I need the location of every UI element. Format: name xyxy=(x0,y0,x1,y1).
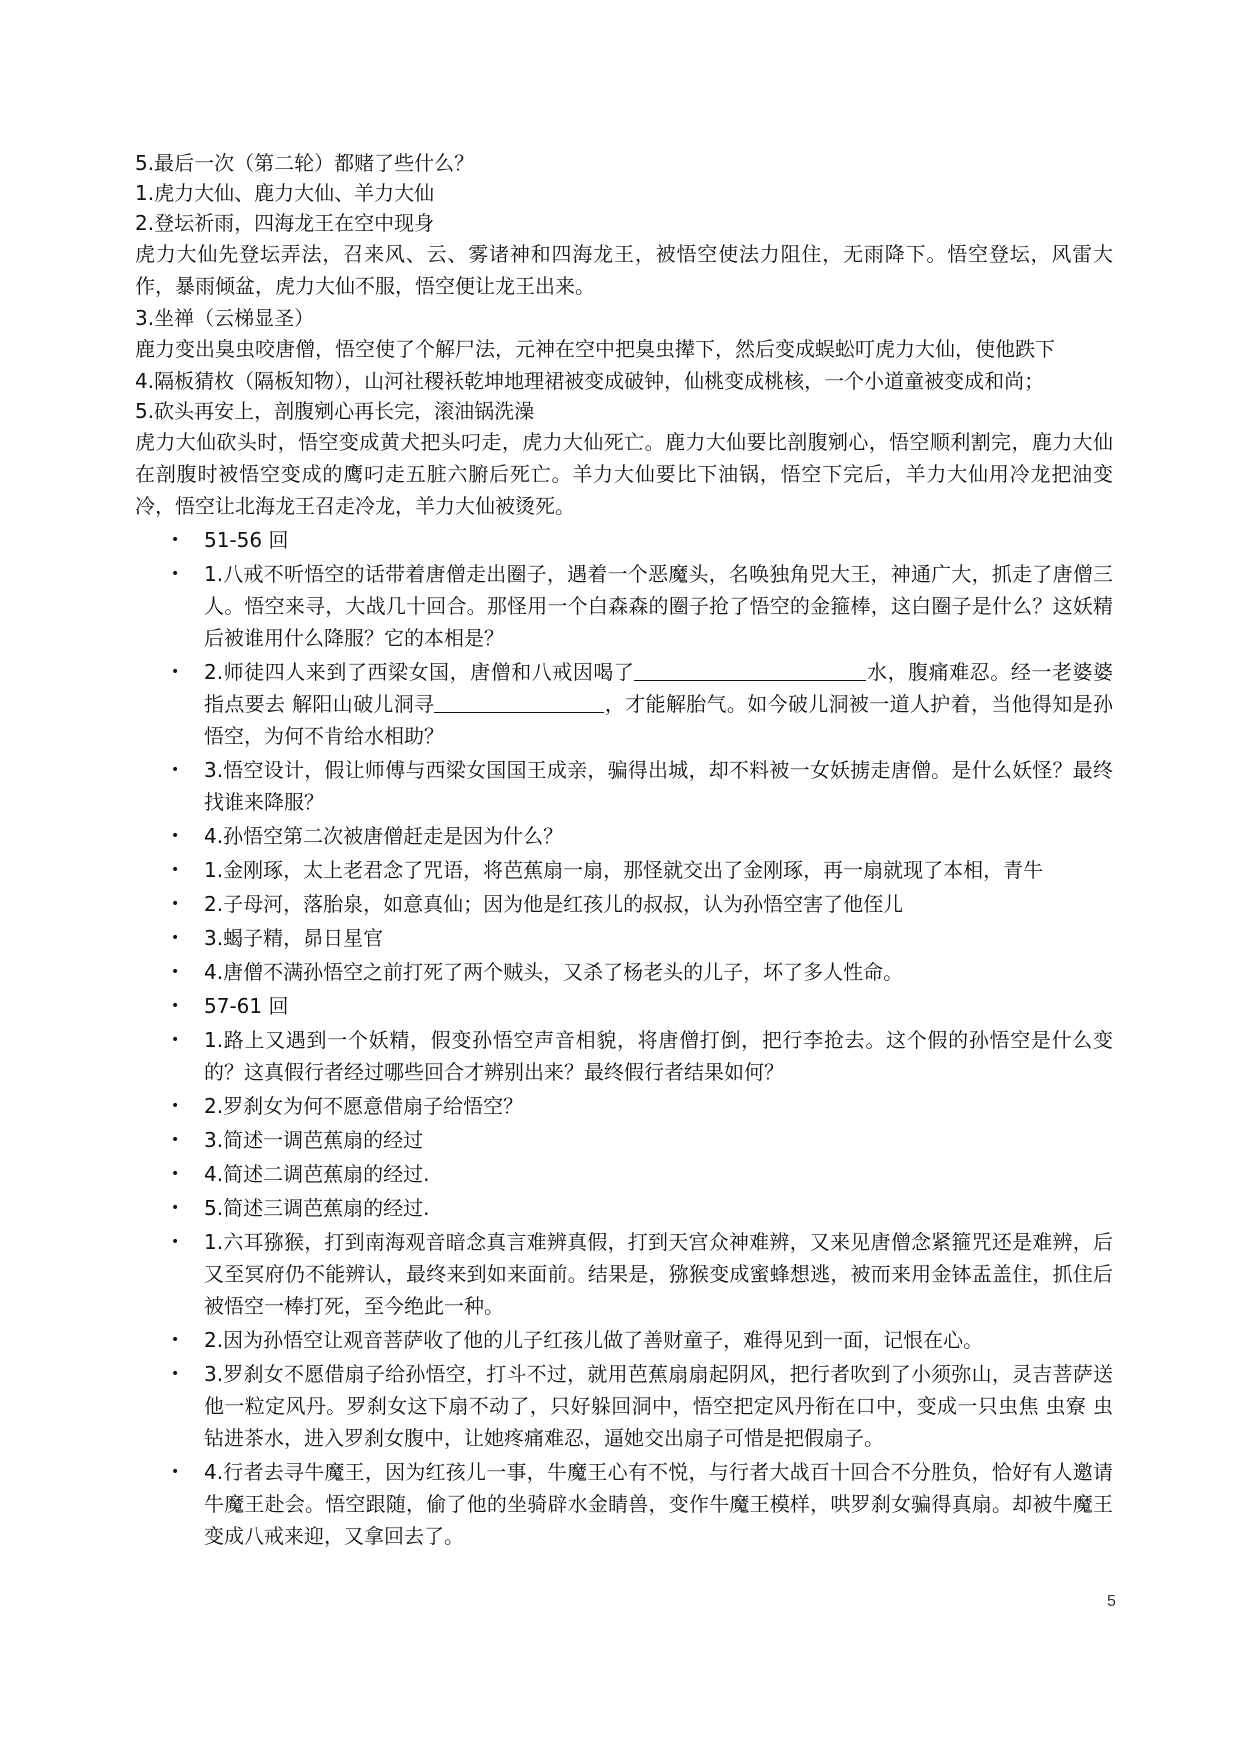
list-item-text: 2.因为孙悟空让观音菩萨收了他的儿子红孩儿做了善财童子，难得见到一面，记恨在心。 xyxy=(204,1328,984,1352)
list-item xyxy=(135,1226,1113,1322)
list-item xyxy=(135,656,1113,752)
bullet-icon: • xyxy=(171,566,180,582)
bullet-icon: • xyxy=(171,862,180,878)
question-text-part3: ，才能解胎气。如今破儿洞被一道人护着，当他得知是孙悟空，为何不肯给水相助？ xyxy=(204,692,1114,748)
fill-in-blank-1[interactable] xyxy=(634,658,866,681)
list-item-text: 4.唐僧不满孙悟空之前打死了两个贼头，又杀了杨老头的儿子，坏了多人性命。 xyxy=(204,960,904,984)
bullet-list xyxy=(135,524,1113,1552)
list-item xyxy=(135,1158,1113,1190)
list-item xyxy=(135,1324,1113,1356)
list-item-text: 4.行者去寻牛魔王，因为红孩儿一事，牛魔王心有不悦，与行者大战百十回合不分胜负，恰好有人邀请牛魔王赴会。悟空跟随，偷了他的坐骑辟水金睛兽，变作牛魔王模样，哄罗刹女骗得真扇。却被牛魔王变成八戒来迎，又拿回去了。 xyxy=(204,1460,1113,1548)
list-item xyxy=(135,956,1113,988)
list-item-text: 1.八戒不听悟空的话带着唐僧走出圈子，遇着一个恶魔头，名唤独角兕大王，神通广大，抓走了唐僧三人。悟空来寻，大战几十回合。那怪用一个白森森的圈子抢了悟空的金箍棒，这白圈子是什么？这妖精后被谁用什么降服？它的本相是？ xyxy=(204,562,1113,650)
bullet-icon: • xyxy=(171,1332,180,1348)
bullet-icon: • xyxy=(171,1366,180,1382)
answer-4: 4.隔板猜枚（隔板知物），山河社稷袄乾坤地理裙被变成破钟，仙桃变成桃核，一个小道童被变成和尚； xyxy=(135,369,1045,393)
list-item-text: 4.简述二调芭蕉扇的经过. xyxy=(204,1162,430,1186)
list-item-text: 3.简述一调芭蕉扇的经过 xyxy=(204,1128,424,1152)
bullet-icon: • xyxy=(171,1200,180,1216)
bullet-icon: • xyxy=(171,1166,180,1182)
list-item xyxy=(135,854,1113,886)
list-item-text: 3.悟空设计，假让师傅与西梁女国国王成亲，骗得出城，却不料被一女妖掳走唐僧。是什么妖怪？最终找谁来降服？ xyxy=(204,758,1113,814)
list-item xyxy=(135,1192,1113,1224)
list-item-text: 3.罗刹女不愿借扇子给孙悟空，打斗不过，就用芭蕉扇扇起阴风，把行者吹到了小须弥山，灵吉菩萨送他一粒定风丹。罗刹女这下扇不动了，只好躲回洞中，悟空把定风丹衔在口中，变成一只虫焦 虫寮 虫钻进茶水，进入罗刹女腹中，让她疼痛难忍，逼她交出扇子可惜是把假扇子。 xyxy=(204,1362,1113,1450)
fill-in-blank-2[interactable] xyxy=(434,690,604,713)
list-item xyxy=(135,754,1113,818)
question-heading: 5.最后一次（第二轮）都赌了些什么？ xyxy=(135,151,475,175)
answer-2-detail: 虎力大仙先登坛弄法，召来风、云、雾诸神和四海龙王，被悟空使法力阻住，无雨降下。悟空登坛，风雷大作，暴雨倾盆，虎力大仙不服，悟空便让龙王出来。 xyxy=(135,242,1113,298)
answer-2: 2.登坛祈雨，四海龙王在空中现身 xyxy=(135,211,435,235)
list-item xyxy=(135,922,1113,954)
answer-5-detail: 虎力大仙砍头时，悟空变成黄犬把头叼走，虎力大仙死亡。鹿力大仙要比剖腹剜心，悟空顺利割完，鹿力大仙在剖腹时被悟空变成的鹰叼走五脏六腑后死亡。羊力大仙要比下油锅，悟空下完后，羊力大仙用冷龙把油变冷，悟空让北海龙王召走冷龙，羊力大仙被烫死。 xyxy=(135,430,1113,518)
answer-5: 5.砍头再安上，剖腹剜心再长完，滚油锅洗澡 xyxy=(135,399,535,423)
bullet-icon: • xyxy=(171,896,180,912)
list-item-text: 3.蝎子精，昴日星官 xyxy=(204,926,384,950)
list-item-text: 4.孙悟空第二次被唐僧赶走是因为什么？ xyxy=(204,824,564,848)
bullet-icon: • xyxy=(171,1098,180,1114)
bullet-icon: • xyxy=(171,1132,180,1148)
list-item-text: 1.金刚琢，太上老君念了咒语，将芭蕉扇一扇，那怪就交出了金刚琢，再一扇就现了本相，青牛 xyxy=(204,858,1044,882)
document-page xyxy=(135,148,1113,1554)
bullet-icon: • xyxy=(171,828,180,844)
list-item-text: 51-56 回 xyxy=(204,528,289,552)
list-item-text: 1.六耳猕猴，打到南海观音暗念真言难辨真假，打到天宫众神难辨，又来见唐僧念紧箍咒还是难辨，后又至冥府仍不能辨认，最终来到如来面前。结果是，猕猴变成蜜蜂想逃，被而来用金钵盂盖住，抓住后被悟空一棒打死，至今绝此一种。 xyxy=(204,1230,1113,1318)
question-text-part1: 2.师徒四人来到了西梁女国，唐僧和八戒因喝了 xyxy=(204,660,635,684)
list-item xyxy=(135,1456,1113,1552)
list-item xyxy=(135,990,1113,1022)
bullet-icon: • xyxy=(171,1234,180,1250)
list-item xyxy=(135,888,1113,920)
bullet-icon: • xyxy=(171,1464,180,1480)
answer-3-detail: 鹿力变出臭虫咬唐僧，悟空使了个解尸法，元神在空中把臭虫撵下，然后变成蜈蚣叮虎力大仙，使他跌下 xyxy=(135,337,1055,361)
list-item-text: 57-61 回 xyxy=(204,994,289,1018)
list-item-text: 2.罗刹女为何不愿意借扇子给悟空？ xyxy=(204,1094,524,1118)
bullet-icon: • xyxy=(171,1032,180,1048)
list-item xyxy=(135,1124,1113,1156)
question-text-part2: 水，腹痛难忍。经一老婆婆指点要去 解阳山破儿洞寻 xyxy=(204,660,1113,716)
list-item xyxy=(135,1024,1113,1088)
bullet-icon: • xyxy=(171,664,180,680)
answer-3: 3.坐禅（云梯显圣） xyxy=(135,306,315,330)
bullet-icon: • xyxy=(171,762,180,778)
list-item-text: 2.子母河，落胎泉，如意真仙；因为他是红孩儿的叔叔，认为孙悟空害了他侄儿 xyxy=(204,892,904,916)
bullet-icon: • xyxy=(171,998,180,1014)
list-item-text: 5.简述三调芭蕉扇的经过. xyxy=(204,1196,430,1220)
list-item-text: 1.路上又遇到一个妖精，假变孙悟空声音相貌，将唐僧打倒，把行李抢去。这个假的孙悟空是什么变的？这真假行者经过哪些回合才辨别出来？最终假行者结果如何？ xyxy=(204,1028,1113,1084)
list-item xyxy=(135,1090,1113,1122)
list-item xyxy=(135,1358,1113,1454)
list-item xyxy=(135,524,1113,556)
bullet-icon: • xyxy=(171,532,180,548)
bullet-icon: • xyxy=(171,930,180,946)
answer-1: 1.虎力大仙、鹿力大仙、羊力大仙 xyxy=(135,181,435,205)
page-number: 5 xyxy=(1107,1593,1116,1610)
list-item xyxy=(135,820,1113,852)
list-item xyxy=(135,558,1113,654)
bullet-icon: • xyxy=(171,964,180,980)
